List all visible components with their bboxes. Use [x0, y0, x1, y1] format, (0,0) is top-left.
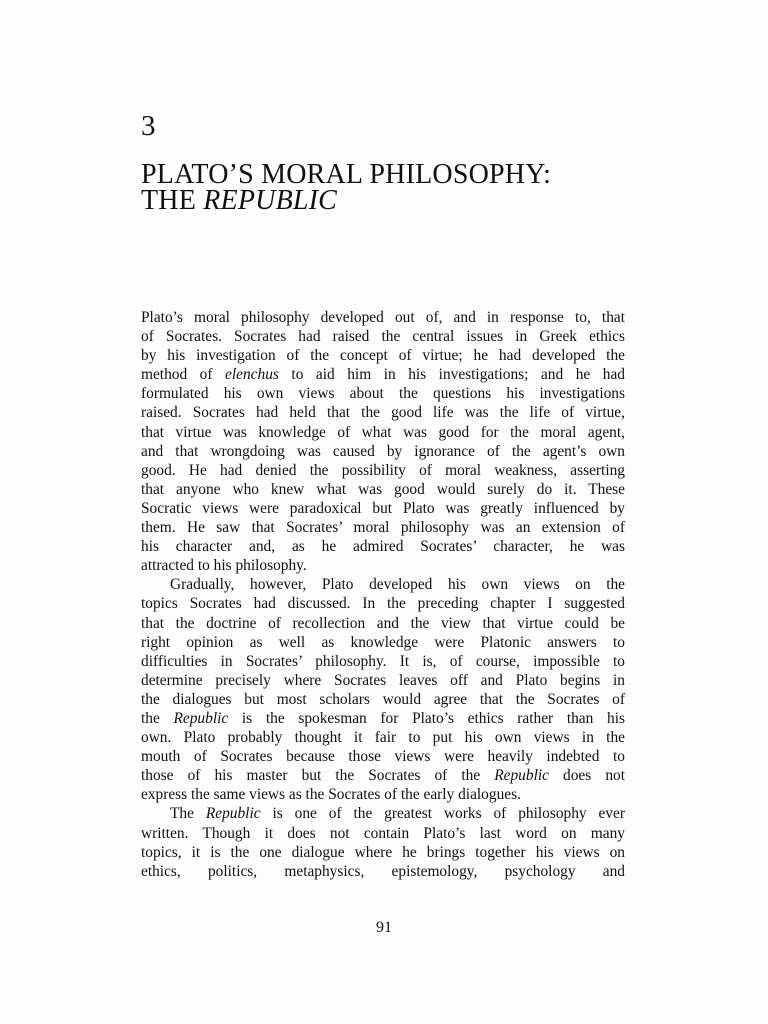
text-line: of Socrates. Socrates had raised the central issues in Greek ethics	[141, 328, 625, 346]
page-number: 91	[376, 919, 392, 936]
text-line: method of elenchus to aid him in his investigations; and he had	[141, 366, 625, 384]
text-line: Socratic views were paradoxical but Plato was greatly influenced by	[141, 499, 625, 517]
text-line: determine precisely where Socrates leaves off and Plato begins in	[141, 671, 625, 689]
text-line: own. Plato probably thought it fair to put his own views in the	[141, 729, 625, 747]
text-line: his character and, as he admired Socrates’ character, he was	[141, 538, 625, 556]
text-line: difficulties in Socrates’ philosophy. It is, of course, impossible to	[141, 652, 625, 670]
text-line: Plato’s moral philosophy developed out of, and in response to, that	[141, 309, 625, 326]
italic-term: Republic	[494, 767, 549, 785]
italic-term: elenchus	[225, 366, 279, 384]
chapter-title-line-2	[141, 185, 641, 216]
text-line: those of his master but the Socrates of the Republic does not	[141, 767, 625, 785]
text-line: that anyone who knew what was good would surely do it. These	[141, 480, 625, 498]
text-line: attracted to his philosophy.	[141, 557, 307, 575]
text-line: raised. Socrates had held that the good life was the life of virtue,	[141, 404, 625, 422]
text-line: by his investigation of the concept of virtue; he had developed the	[141, 347, 625, 365]
chapter-title-prefix: THE	[141, 185, 204, 216]
text-line: that virtue was knowledge of what was good for the moral agent,	[141, 423, 625, 441]
chapter-number: 3	[141, 110, 156, 142]
body-text	[141, 308, 625, 881]
text-line: topics Socrates had discussed. In the preceding chapter I suggested	[141, 595, 625, 613]
text-line: good. He had denied the possibility of moral weakness, asserting	[141, 461, 625, 479]
chapter-title	[141, 159, 641, 216]
text-line: written. Though it does not contain Plato’s last word on many	[141, 824, 625, 842]
text-line: the dialogues but most scholars would agree that the Socrates of	[141, 690, 625, 708]
text-line: The Republic is one of the greatest works of philosophy ever	[170, 805, 625, 823]
text-line: the Republic is the spokesman for Plato’s ethics rather than his	[141, 709, 625, 727]
italic-term: Republic	[173, 709, 229, 727]
text-line: that the doctrine of recollection and the view that virtue could be	[141, 614, 625, 632]
chapter-title-italic: REPUBLIC	[203, 185, 338, 216]
text-line: topics, it is the one dialogue where he brings together his views on	[141, 843, 625, 861]
text-line: them. He saw that Socrates’ moral philosophy was an extension of	[141, 519, 625, 537]
text-line: right opinion as well as knowledge were Platonic answers to	[141, 633, 625, 651]
text-line: formulated his own views about the questions his investigations	[141, 385, 625, 403]
text-line: ethics, politics, metaphysics, epistemology, psychology and	[141, 862, 625, 880]
text-line: Gradually, however, Plato developed his own views on the	[170, 576, 625, 594]
text-line: express the same views as the Socrates of the early dialogues.	[141, 786, 521, 804]
chapter-title-line-1: PLATO’S MORAL PHILOSOPHY:	[141, 159, 552, 190]
text-line: mouth of Socrates because those views were heavily indebted to	[141, 748, 625, 766]
italic-term: Republic	[205, 805, 261, 823]
text-line: and that wrongdoing was caused by ignorance of the agent’s own	[141, 442, 625, 460]
